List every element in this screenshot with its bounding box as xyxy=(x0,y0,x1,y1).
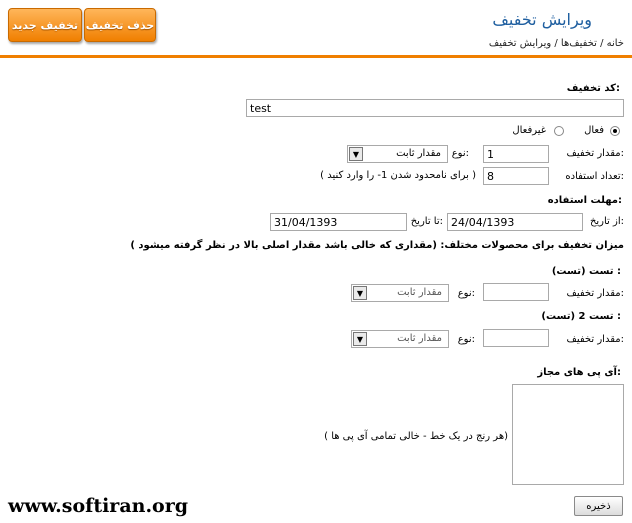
product-type-select[interactable] xyxy=(351,284,449,302)
product-amount-input[interactable] xyxy=(483,283,549,301)
products-note: میزان تخفیف برای محصولات مختلف: (مقداری که خالی باشد مقدار اصلی بالا در نظر گرفته میشود ) xyxy=(130,240,624,251)
product-type-value: مقدار ثابت xyxy=(397,287,442,298)
product-type-label: نوع: xyxy=(457,334,475,345)
product-amount-label: مقدار تخفیف: xyxy=(566,334,624,345)
save-button[interactable]: ذخیره xyxy=(574,496,623,516)
product-amount-label: مقدار تخفیف: xyxy=(566,288,624,299)
amount-input[interactable] xyxy=(483,145,549,163)
ips-hint: ( هر رنج در یک خط - خالی تمامی آی پی ها) xyxy=(324,431,508,442)
new-discount-button[interactable]: تخفیف جدید xyxy=(8,8,82,42)
to-date-input[interactable] xyxy=(270,213,407,231)
status-inactive-radio[interactable] xyxy=(554,126,564,136)
from-date-label: از تاریخ: xyxy=(589,216,624,227)
page-title: ویرایش تخفیف xyxy=(492,10,592,29)
status-active-label: فعال xyxy=(584,125,604,136)
product-type-value: مقدار ثابت xyxy=(397,333,442,344)
ips-textarea[interactable] xyxy=(512,384,624,485)
product-title: تست (تست) : xyxy=(551,266,621,277)
amount-label: مقدار تخفیف: xyxy=(566,148,624,159)
code-input[interactable] xyxy=(246,99,624,117)
product-type-select[interactable] xyxy=(351,330,449,348)
header-divider xyxy=(0,55,632,58)
delete-discount-button[interactable]: حذف تخفیف xyxy=(84,8,156,42)
breadcrumb[interactable]: خانه / تخفیف‌ها / ویرایش تخفیف xyxy=(488,38,624,49)
chevron-down-icon[interactable]: ▼ xyxy=(353,286,367,300)
code-label: کد تخفیف: xyxy=(566,83,620,94)
chevron-down-icon[interactable]: ▼ xyxy=(349,147,363,161)
type-select[interactable] xyxy=(347,145,448,163)
ips-label: آی پی های مجاز: xyxy=(537,367,621,378)
to-date-label: تا تاریخ: xyxy=(410,216,443,227)
status-inactive-label: غیرفعال xyxy=(512,125,546,136)
type-label: نوع: xyxy=(451,148,469,159)
usage-hint: ( برای نامحدود شدن 1- را وارد کنید ) xyxy=(320,170,476,181)
chevron-down-icon[interactable]: ▼ xyxy=(353,332,367,346)
watermark: www.softiran.org xyxy=(8,495,189,517)
usage-label: تعداد استفاده: xyxy=(565,171,624,182)
deadline-label: مهلت استفاده: xyxy=(547,195,622,206)
type-select-value: مقدار ثابت xyxy=(396,148,441,159)
usage-input[interactable] xyxy=(483,167,549,185)
product-type-label: نوع: xyxy=(457,288,475,299)
from-date-input[interactable] xyxy=(447,213,583,231)
product-amount-input[interactable] xyxy=(483,329,549,347)
status-active-radio[interactable] xyxy=(610,126,620,136)
product-title: تست 2 (تست) : xyxy=(541,311,621,322)
